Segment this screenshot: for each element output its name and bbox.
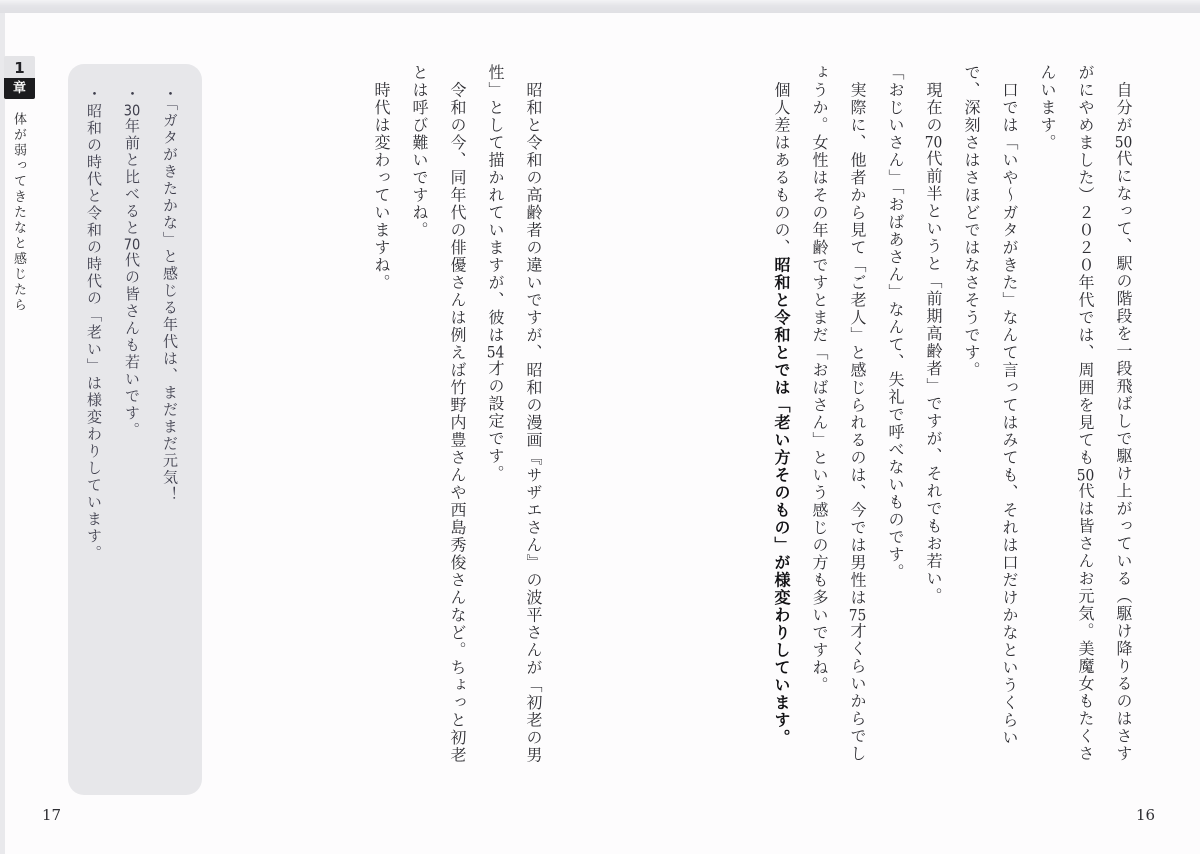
- horizontal-number: 54: [486, 344, 505, 360]
- text-run: 口では「いや〜ガタがきた」なんて言ってはみても、それは口だけかなというくらいで、深刻さはさほどではなさそうです。: [962, 64, 1019, 747]
- text-run: ・: [123, 86, 141, 103]
- text-run: 代になって、駅の階段を一段飛ばしで駆け上がっている（駆け降りるのはさすがにやめました）２０２０年代では、周囲を見ても: [1076, 64, 1133, 763]
- horizontal-number: 30: [123, 103, 141, 118]
- paragraph: [400, 64, 476, 768]
- text-run: ・昭和の時代と令和の時代の「老い」は様変わりしています。: [85, 86, 103, 562]
- right-page-text: [742, 64, 1142, 768]
- chapter-tab: [4, 56, 35, 99]
- chapter-kanji: 章: [4, 78, 35, 99]
- text-run: 年前と比べると: [123, 118, 141, 237]
- text-run: 代は皆さんお元気。美魔女もたくさんいます。: [1038, 64, 1095, 763]
- emphasis-text: 昭和と令和とでは「老い方そのもの」が様変わりしています。: [772, 256, 791, 747]
- text-run: 個人差はあるものの、: [772, 64, 791, 257]
- summary-bullet: [113, 86, 151, 776]
- paragraph: [952, 64, 1028, 768]
- text-run: 時代は変わっていますね。: [372, 64, 391, 292]
- paragraph: [876, 64, 914, 768]
- paragraph: [1028, 64, 1142, 768]
- chapter-number: 1: [4, 56, 35, 78]
- summary-box: [68, 64, 202, 795]
- paragraph: [362, 64, 400, 768]
- text-run: 現在の: [924, 64, 943, 134]
- text-run: 令和の今、同年代の俳優さんは例えば竹野内豊さんや西島秀俊さんなど。ちょっと初老とは呼び難いですね。: [410, 64, 467, 764]
- text-run: 代前半というと「前期高齢者」ですが、それでもお若い。: [924, 150, 943, 605]
- text-run: 「おじいさん」「おばあさん」なんて、失礼で呼べないものです。: [886, 64, 905, 581]
- text-run: 才の設定です。: [486, 360, 505, 483]
- horizontal-number: 70: [123, 237, 141, 252]
- chapter-title: 体が弱ってきたなと感じたら: [11, 112, 26, 314]
- horizontal-number: 70: [924, 134, 943, 150]
- paragraph: [476, 64, 552, 768]
- horizontal-number: 75: [848, 606, 867, 623]
- text-run: 代の皆さんも若いです。: [123, 252, 141, 439]
- text-run: 実際に、他者から見て「ご老人」と感じられるのは、今では男性は: [848, 64, 867, 607]
- page-number-right: 16: [1136, 806, 1156, 824]
- page-left-edge: [0, 13, 5, 854]
- text-run: 才くらいからでしょうか。女性はその年齢ですとまだ「おばさん」という感じの方も多いですね。: [810, 64, 867, 763]
- left-page-text: [352, 64, 552, 768]
- horizontal-number: 50: [1114, 134, 1133, 150]
- summary-bullet: [75, 86, 113, 776]
- page-number-left: 17: [42, 806, 62, 824]
- summary-bullet-list: [75, 86, 189, 776]
- horizontal-number: 50: [1076, 466, 1095, 483]
- text-run: ・「ガタがきたかな」と感じる年代は、まだまだ元気！: [161, 86, 179, 504]
- text-run: 自分が: [1114, 64, 1133, 134]
- paragraph: [762, 64, 800, 768]
- paragraph: [914, 64, 952, 768]
- paragraph: [800, 64, 876, 768]
- summary-bullet: [151, 86, 189, 776]
- text-run: 昭和と令和の高齢者の違いですが、昭和の漫画『サザエさん』の波平さんが「初老の男性」として描かれていますが、彼は: [486, 64, 543, 764]
- page-top-edge: [0, 0, 1200, 13]
